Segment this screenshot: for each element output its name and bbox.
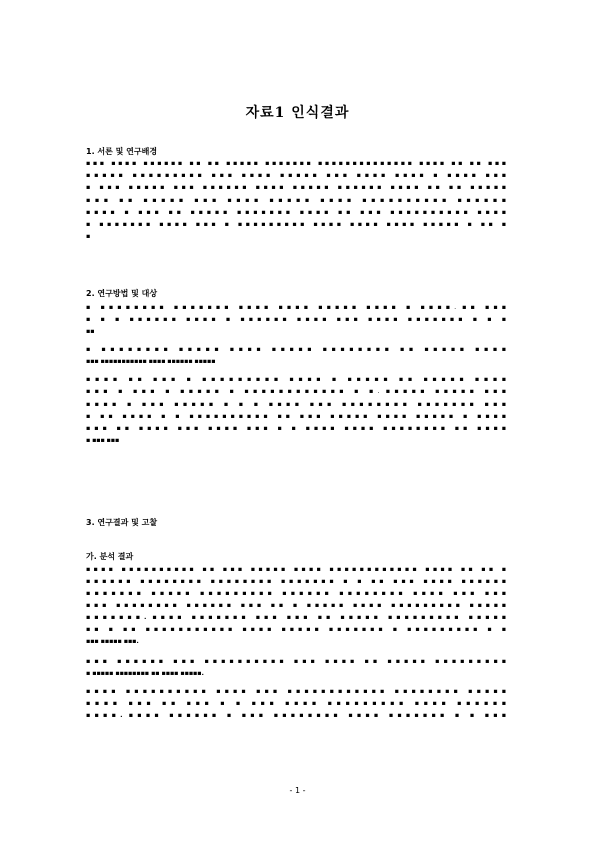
section-3-subheading: 가. 분석 결과 (86, 552, 134, 561)
section-heading-3: 3. 연구결과 및 고찰 (86, 518, 158, 527)
section-heading-1: 1. 서론 및 연구배경 (86, 147, 158, 156)
section-heading-2: 2. 연구방법 및 대상 (86, 289, 158, 298)
document-page: 자료1 인식결과 1. 서론 및 연구배경 ▪▪▪ ▪▪▪▪ ▪▪▪▪▪▪ ▪▪ ▪▪ ▪▪▪▪▪ ▪▪▪▪▪▪▪ ▪▪▪▪▪▪▪▪▪▪▪▪▪▪ ▪▪▪▪ ▪▪ ▪▪ ▪▪▪ ▪▪▪▪▪ ▪▪▪▪▪▪▪▪▪ ▪▪▪ ▪▪▪▪ ▪▪▪▪▪ ▪▪▪ ▪▪▪▪ ▪▪▪▪ ▪ ▪▪▪▪ ▪▪▪ ▪ ▪▪▪ ▪▪▪▪▪ ▪▪▪ ▪▪▪▪▪▪ ▪▪▪▪ ▪▪▪▪▪ ▪▪▪▪▪▪ ▪▪▪▪ ▪▪ ▪▪ ▪▪▪▪▪ ▪▪▪ ▪▪ ▪▪▪▪▪ ▪▪▪ ▪▪▪▪ ▪▪▪▪▪ ▪▪▪▪ ▪▪▪▪▪▪▪▪▪▪ ▪▪▪▪▪▪ ▪▪▪▪ ▪ ▪▪▪ ▪▪ ▪▪▪▪▪ ▪▪▪▪▪▪▪ ▪▪▪▪ ▪▪ ▪▪▪ ▪▪▪▪▪▪▪▪▪▪ ▪▪▪▪ ▪ ▪▪▪▪▪▪▪ ▪▪▪▪ ▪▪▪ ▪ ▪▪▪▪▪▪▪▪▪ ▪▪▪▪ ▪▪▪▪ ▪▪▪▪ ▪▪▪▪▪ ▪ ▪▪ ▪ ▪ 2. 연구방법 및 대상 ▪ ▪▪▪▪▪▪▪▪ ▪▪▪▪▪▪▪ ▪▪▪▪ ▪▪▪▪ ▪▪▪▪▪ ▪▪▪▪ ▪ ▪▪▪▪. ▪▪ ▪▪▪ ▪ ▪ ▪ ▪▪▪▪▪▪ ▪▪▪▪ ▪ ▪▪▪▪▪▪ ▪▪▪▪ ▪▪▪ ▪▪▪▪ ▪▪▪▪▪▪▪ ▪ ▪ ▪ ▪▪ ▪ ▪▪▪▪▪▪▪▪ ▪▪▪▪▪ ▪▪▪▪ ▪▪▪▪▪ ▪▪▪▪▪▪▪▪ ▪▪ ▪▪▪▪▪ ▪▪▪▪ ▪▪▪ ▪▪▪▪▪▪▪▪▪▪▪ ▪▪▪▪ ▪▪▪▪▪▪ ▪▪▪▪▪ ▪▪▪▪ ▪▪ ▪▪▪ ▪ ▪▪▪▪▪▪▪▪▪ ▪▪▪▪ ▪ ▪▪▪▪▪ ▪▪ ▪▪▪▪▪ ▪▪▪▪ ▪▪▪ ▪ ▪▪▪ ▪ ▪▪▪▪▪ ▪ ▪▪▪▪▪▪▪▪▪▪▪▪ ▪ ▪. ▪▪▪▪▪ ▪▪▪▪▪ ▪▪▪ ▪▪▪▪ ▪ ▪▪▪ ▪▪▪▪▪ ▪ ▪ ▪ ▪▪▪▪ ▪▪▪ ▪▪▪▪▪▪▪▪ ▪▪▪▪▪▪▪ ▪▪▪ ▪ ▪▪ ▪▪▪▪ ▪ ▪ ▪▪▪▪▪▪▪▪▪▪ ▪▪ ▪▪▪ ▪▪▪▪▪ ▪▪▪▪ ▪▪▪▪▪ ▪ ▪▪▪▪ ▪▪▪ ▪▪ ▪▪▪▪ ▪▪▪ ▪▪▪▪ ▪▪▪ ▪ ▪ ▪▪▪▪ ▪▪▪▪ ▪▪▪▪▪▪▪▪ ▪▪ ▪▪▪▪ ▪ ▪▪▪ ▪▪▪ 3. 연구결과 및 고찰 가. 분석 결과 ▪▪▪▪ ▪▪▪▪▪▪▪▪▪▪ ▪▪ ▪▪▪ ▪▪▪▪▪ ▪▪▪▪ ▪▪▪▪▪▪▪▪▪▪▪▪ ▪▪▪▪ ▪▪ ▪▪ ▪ ▪▪▪▪▪▪ ▪▪▪▪▪▪▪▪ ▪▪▪▪▪▪▪▪ ▪▪▪▪▪▪▪ ▪ ▪ ▪▪ ▪▪▪ ▪▪▪▪ ▪▪▪▪▪▪ ▪▪▪▪▪▪▪ ▪▪▪▪▪ ▪▪▪▪▪▪▪▪▪ ▪▪▪▪▪▪ ▪▪▪▪▪▪▪▪ ▪▪▪▪ ▪▪▪ ▪▪▪ ▪▪▪ ▪▪▪▪▪▪▪▪ ▪▪▪▪▪▪ ▪▪▪ ▪▪ ▪ ▪▪▪▪▪ ▪▪▪▪ ▪▪▪▪▪▪▪▪▪ ▪▪▪▪▪ ▪▪▪▪▪▪▪. ▪▪▪▪ ▪▪▪▪▪▪▪ ▪▪▪ ▪▪▪ ▪▪ ▪▪▪▪▪ ▪▪▪▪▪▪▪▪▪ ▪▪▪▪▪ ▪▪ ▪ ▪▪ ▪▪▪▪▪▪▪▪▪▪▪ ▪▪▪▪ ▪▪▪▪▪ ▪▪▪▪▪▪▪ ▪ ▪▪▪▪▪▪▪▪▪ ▪ ▪ ▪▪▪ ▪▪▪▪▪ ▪▪▪. ▪▪▪ ▪▪▪▪▪▪ ▪▪▪ ▪▪▪▪▪▪▪▪▪▪ ▪▪▪ ▪▪▪▪ ▪▪ ▪▪▪▪▪ ▪▪▪▪▪▪▪▪▪ ▪ ▪▪▪▪▪ ▪▪▪▪▪▪▪▪ ▪▪ ▪▪▪▪ ▪▪▪▪▪. ▪▪▪▪ ▪▪▪▪▪▪▪▪▪▪ ▪▪▪▪ ▪▪▪ ▪▪▪▪▪▪▪▪▪▪▪▪ ▪▪▪▪▪▪▪▪ ▪▪▪▪▪ ▪▪▪▪ ▪▪▪ ▪▪ ▪▪▪ ▪ ▪ ▪▪▪ ▪▪▪▪ ▪▪▪▪▪▪▪▪▪ ▪▪▪▪ ▪▪▪▪▪▪ ▪▪▪▪. ▪▪▪▪ ▪▪▪▪▪▪ ▪ ▪▪▪ ▪▪▪▪▪▪▪▪ ▪▪▪▪ ▪▪▪▪▪▪▪ ▪ ▪ ▪▪▪ - 1 - (0, 0, 595, 842)
page-title: 자료1 인식결과 (245, 105, 350, 121)
page-number: - 1 - (289, 786, 306, 795)
